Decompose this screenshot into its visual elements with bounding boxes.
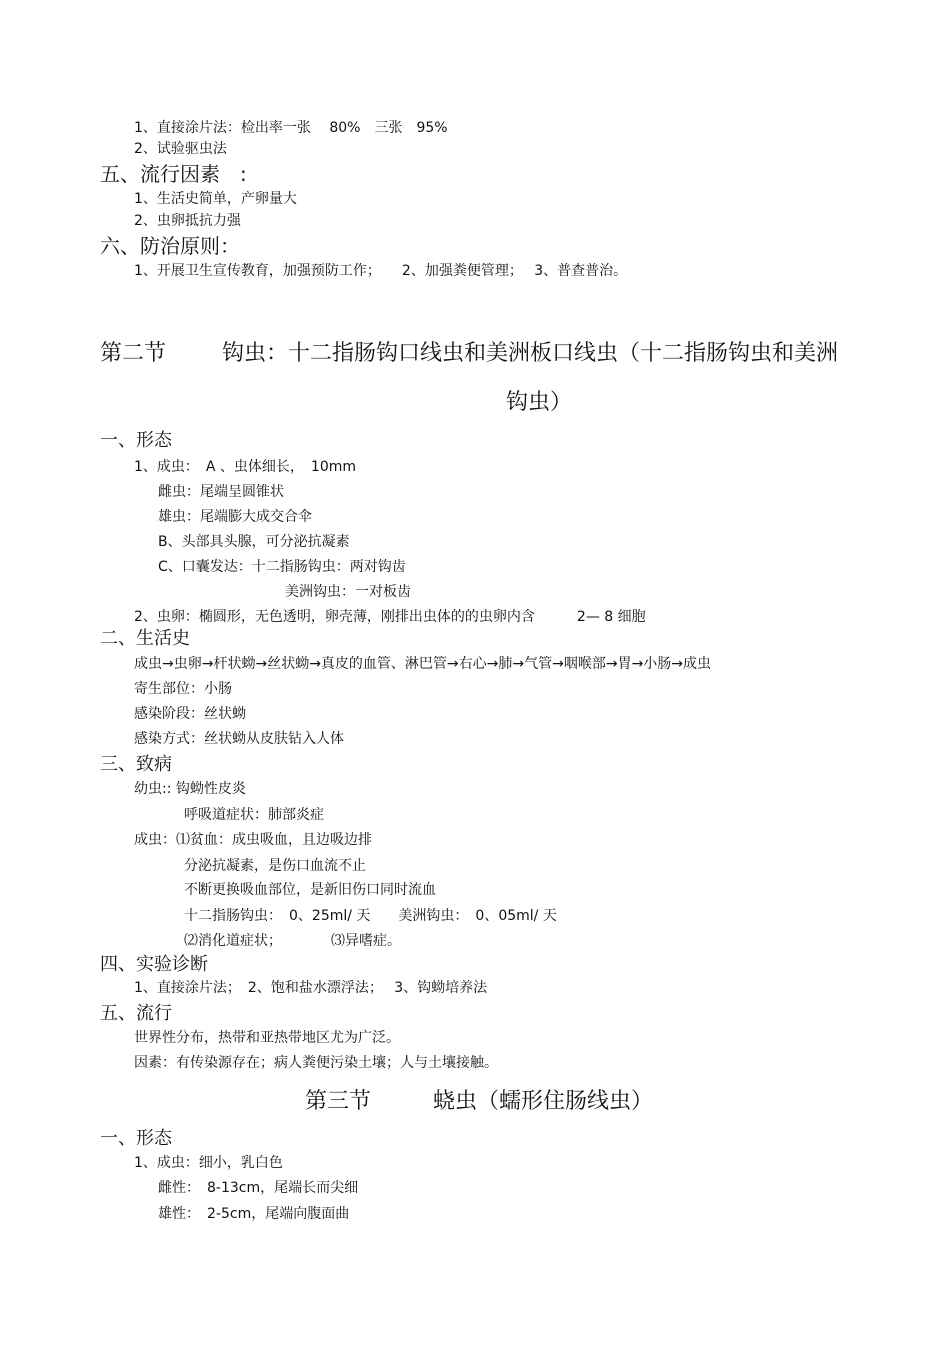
section-heading: 三、致病: [100, 754, 172, 775]
text-line: 1、直接涂片法； 2、饱和盐水漂浮法； 3、钩蚴培养法: [134, 980, 488, 996]
chapter-title-continued: 钩虫）: [506, 390, 573, 415]
section-heading: 五、流行因素 :: [100, 162, 247, 186]
text-line: 1、成虫： A 、虫体细长， 10mm: [134, 459, 357, 475]
text-line: 感染方式：丝状蚴从皮肤钻入人体: [134, 731, 344, 747]
text-line: 美洲钩虫：一对板齿: [285, 584, 411, 600]
text-line: 分泌抗凝素，是伤口血流不止: [184, 858, 366, 874]
text-line: 雌性： 8-13cm，尾端长而尖细: [158, 1180, 359, 1196]
text-line: 世界性分布，热带和亚热带地区尤为广泛。: [134, 1030, 400, 1046]
text-line: C、口囊发达：十二指肠钩虫：两对钩齿: [158, 559, 406, 575]
chapter-title-number: 第二节: [100, 341, 167, 366]
text-line: 2、虫卵抵抗力强: [134, 213, 241, 229]
text-line: ⑵消化道症状； ⑶异嗜症。: [184, 933, 401, 949]
text-line: B、头部具头腺，可分泌抗凝素: [158, 534, 350, 550]
text-line: 成虫→虫卵→杆状蚴→丝状蚴→真皮的血管、淋巴管→右心→肺→气管→咽喉部→胃→小肠→成虫: [134, 656, 712, 672]
text-line: 感染阶段：丝状蚴: [134, 706, 246, 722]
text-line: 十二指肠钩虫： 0、25ml/ 天 美洲钩虫： 0、05ml/ 天: [184, 908, 557, 924]
text-line: 1、成虫：细小，乳白色: [134, 1155, 283, 1171]
text-line: 不断更换吸血部位，是新旧伤口同时流血: [184, 882, 436, 898]
text-line: 雌虫：尾端呈圆锥状: [158, 484, 284, 500]
section-heading: 一、形态: [100, 430, 172, 451]
text-line: 因素：有传染源存在；病人粪便污染土壤；人与土壤接触。: [134, 1055, 498, 1071]
text-line: 1、生活史简单，产卵量大: [134, 191, 297, 207]
text-line: 1、开展卫生宣传教育，加强预防工作； 2、加强粪便管理； 3、普查普治。: [134, 263, 628, 279]
text-line: 幼虫:: 钩蚴性皮炎: [134, 781, 246, 797]
text-line: 寄生部位：小肠: [134, 681, 232, 697]
section-heading: 四、实验诊断: [100, 954, 208, 975]
section-heading: 五、流行: [100, 1003, 172, 1024]
text-line: 成虫：⑴贫血：成虫吸血，且边吸边排: [134, 832, 372, 848]
chapter-title: 钩虫：十二指肠钩口线虫和美洲板口线虫（十二指肠钩虫和美洲: [222, 341, 839, 366]
text-line: 2、虫卵：椭圆形，无色透明，卵壳薄，刚排出虫体的的虫卵内含 2— 8 细胞: [134, 609, 646, 625]
text-line: 呼吸道症状：肺部炎症: [184, 807, 324, 823]
text-line: 1、直接涂片法：检出率一张 80% 三张 95%: [134, 120, 448, 136]
text-line: 2、试验驱虫法: [134, 141, 227, 157]
text-line: 雄性： 2-5cm，尾端向腹面曲: [158, 1206, 350, 1222]
section-heading: 一、形态: [100, 1128, 172, 1149]
chapter-title-number: 第三节: [305, 1089, 372, 1114]
section-heading: 六、防治原则：: [100, 234, 240, 258]
text-line: 雄虫：尾端膨大成交合伞: [158, 509, 312, 525]
chapter-title: 蛲虫（蠕形住肠线虫）: [433, 1089, 654, 1114]
section-heading: 二、生活史: [100, 628, 190, 649]
